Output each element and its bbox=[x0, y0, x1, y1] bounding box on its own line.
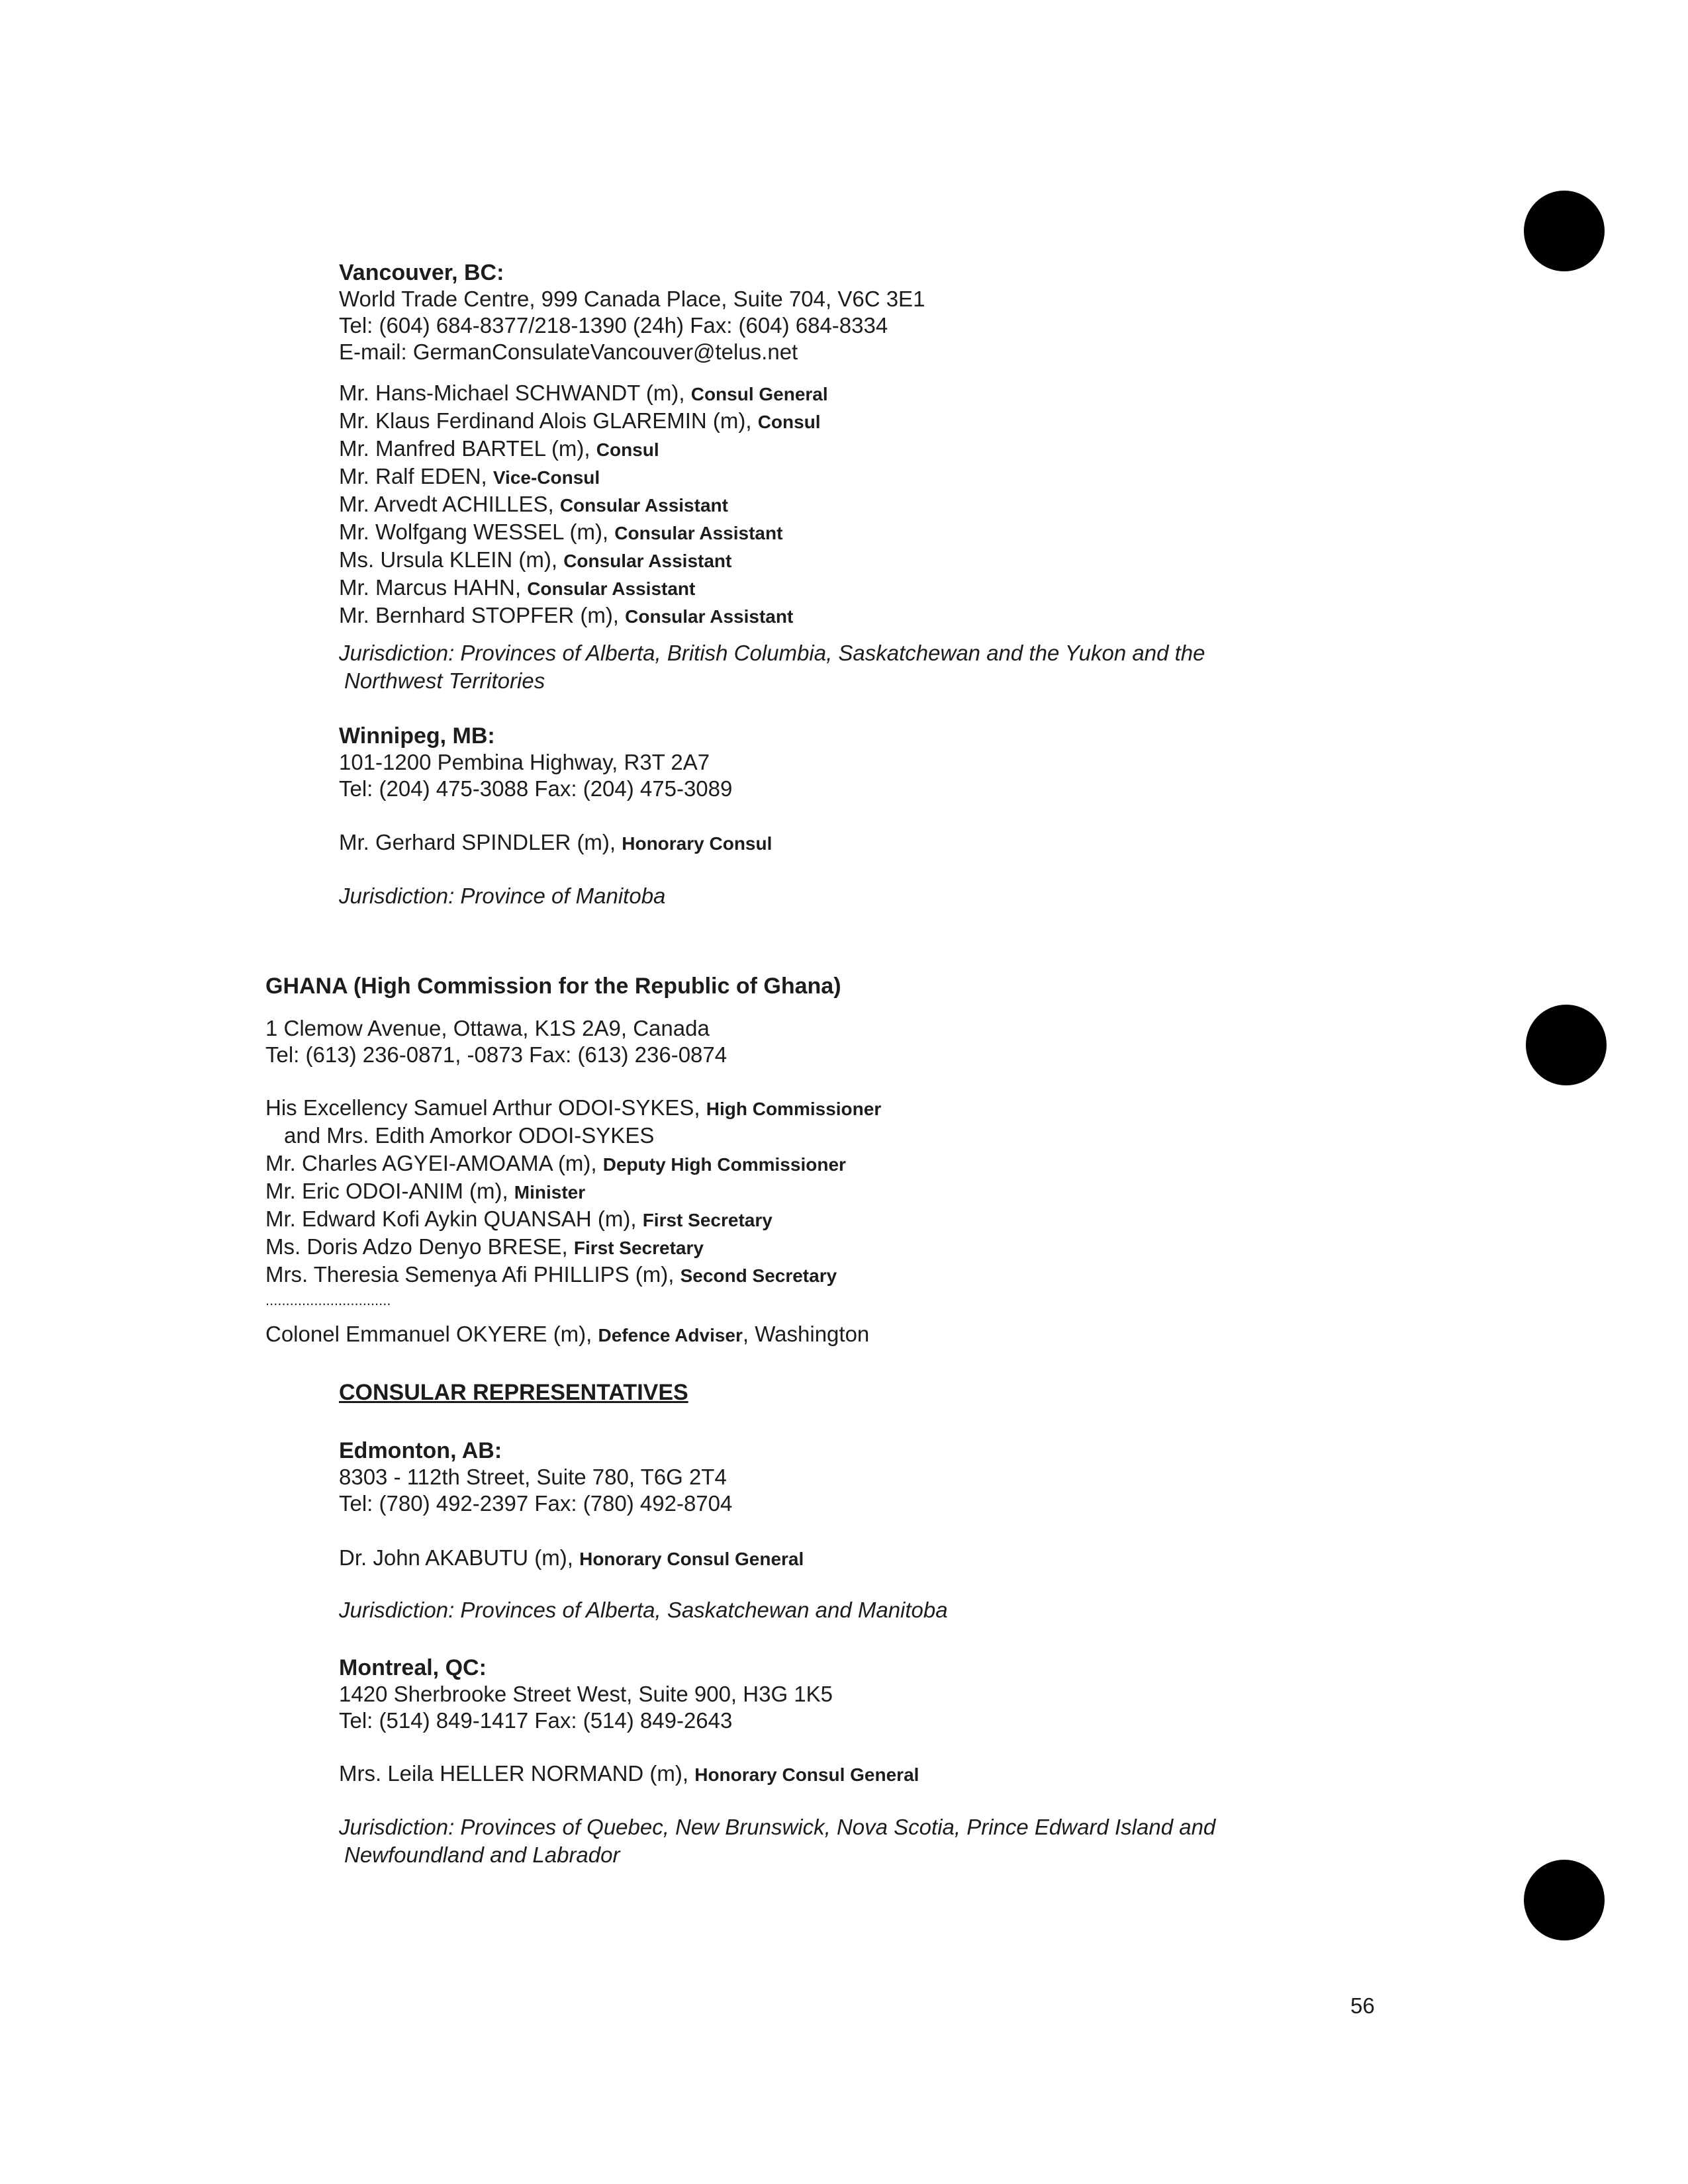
staff-entry bbox=[339, 380, 828, 408]
vancouver-address: World Trade Centre, 999 Canada Place, Suite 704, V6C 3E1 bbox=[339, 287, 925, 311]
staff-role: Deputy High Commissioner bbox=[602, 1154, 846, 1175]
vancouver-staff-list bbox=[339, 380, 828, 630]
staff-role: Honorary Consul General bbox=[694, 1764, 919, 1785]
winnipeg-jurisdiction bbox=[339, 882, 665, 910]
edmonton-heading: Edmonton, AB: bbox=[339, 1438, 502, 1463]
staff-name: Dr. John AKABUTU (m), bbox=[339, 1545, 580, 1570]
staff-name: Mr. Edward Kofi Aykin QUANSAH (m), bbox=[265, 1206, 643, 1231]
jurisdiction-line: Jurisdiction: Provinces of Quebec, New Brunswick, Nova Scotia, Prince Edward Island and bbox=[339, 1815, 1216, 1839]
staff-role: Honorary Consul General bbox=[579, 1549, 804, 1569]
staff-name: Mr. Gerhard SPINDLER (m), bbox=[339, 830, 622, 854]
staff-entry bbox=[339, 829, 772, 857]
jurisdiction-line: Jurisdiction: Provinces of Alberta, British Columbia, Saskatchewan and the Yukon and the bbox=[339, 641, 1205, 665]
staff-entry bbox=[265, 1122, 881, 1150]
edmonton-tel: Tel: (780) 492-2397 Fax: (780) 492-8704 bbox=[339, 1491, 733, 1516]
staff-role: Consular Assistant bbox=[625, 606, 794, 627]
consular-heading-block bbox=[339, 1379, 688, 1406]
staff-entry bbox=[265, 1150, 881, 1178]
staff-entry bbox=[339, 1545, 804, 1572]
winnipeg-section bbox=[339, 723, 732, 802]
staff-role: Consul bbox=[596, 439, 659, 460]
dotted-separator: ............................... bbox=[265, 1292, 391, 1308]
edmonton-staff bbox=[339, 1545, 804, 1572]
staff-role: Honorary Consul bbox=[622, 833, 773, 854]
staff-name: Mr. Manfred BARTEL (m), bbox=[339, 436, 596, 461]
staff-name: Mr. Eric ODOI-ANIM (m), bbox=[265, 1179, 514, 1203]
staff-role: Consular Assistant bbox=[527, 578, 696, 599]
staff-name: Mr. Wolfgang WESSEL (m), bbox=[339, 520, 615, 544]
montreal-address: 1420 Sherbrooke Street West, Suite 900, H3G 1K5 bbox=[339, 1682, 833, 1706]
staff-role: Consular Assistant bbox=[563, 551, 732, 571]
montreal-tel: Tel: (514) 849-1417 Fax: (514) 849-2643 bbox=[339, 1708, 733, 1733]
winnipeg-address: 101-1200 Pembina Highway, R3T 2A7 bbox=[339, 750, 710, 774]
montreal-jurisdiction bbox=[339, 1813, 1215, 1869]
montreal-heading: Montreal, QC: bbox=[339, 1655, 487, 1680]
staff-entry bbox=[339, 519, 828, 547]
vancouver-heading: Vancouver, BC: bbox=[339, 260, 504, 285]
vancouver-email: E-mail: GermanConsulateVancouver@telus.net bbox=[339, 340, 798, 364]
staff-name: Mr. Hans-Michael SCHWANDT (m), bbox=[339, 381, 691, 405]
staff-role: First Secretary bbox=[642, 1210, 773, 1230]
staff-entry bbox=[265, 1178, 881, 1206]
staff-role: Consul bbox=[757, 412, 821, 432]
staff-name: Ms. Doris Adzo Denyo BRESE, bbox=[265, 1234, 574, 1259]
staff-name: His Excellency Samuel Arthur ODOI-SYKES, bbox=[265, 1095, 706, 1120]
consular-representatives-heading: CONSULAR REPRESENTATIVES bbox=[339, 1380, 688, 1405]
staff-role: Consular Assistant bbox=[559, 495, 728, 516]
staff-entry bbox=[265, 1261, 881, 1289]
edmonton-address: 8303 - 112th Street, Suite 780, T6G 2T4 bbox=[339, 1465, 727, 1489]
staff-role: First Secretary bbox=[573, 1238, 704, 1258]
punch-hole-middle bbox=[1526, 1005, 1607, 1085]
winnipeg-tel: Tel: (204) 475-3088 Fax: (204) 475-3089 bbox=[339, 776, 733, 801]
staff-entry bbox=[339, 1760, 919, 1788]
staff-entry bbox=[339, 463, 828, 491]
jurisdiction-line: Jurisdiction: Province of Manitoba bbox=[339, 884, 666, 908]
staff-role: Defence Adviser bbox=[598, 1325, 743, 1345]
ghana-defence bbox=[265, 1321, 869, 1349]
punch-hole-top bbox=[1524, 191, 1605, 271]
vancouver-jurisdiction bbox=[339, 639, 1205, 695]
staff-name: Mrs. Leila HELLER NORMAND (m), bbox=[339, 1761, 695, 1786]
staff-entry bbox=[265, 1321, 869, 1349]
jurisdiction-line: Newfoundland and Labrador bbox=[344, 1843, 620, 1867]
ghana-tel: Tel: (613) 236-0871, -0873 Fax: (613) 236-0874 bbox=[265, 1042, 727, 1067]
staff-entry bbox=[339, 408, 828, 435]
edmonton-jurisdiction bbox=[339, 1596, 948, 1624]
montreal-section bbox=[339, 1655, 833, 1734]
staff-name: Mrs. Theresia Semenya Afi PHILLIPS (m), bbox=[265, 1262, 680, 1287]
staff-role: Minister bbox=[514, 1182, 586, 1203]
jurisdiction-line: Jurisdiction: Provinces of Alberta, Saskatchewan and Manitoba bbox=[339, 1598, 948, 1622]
staff-role: Consular Assistant bbox=[614, 523, 783, 543]
staff-entry bbox=[339, 491, 828, 519]
jurisdiction-line: Northwest Territories bbox=[344, 668, 545, 693]
staff-name: and Mrs. Edith Amorkor ODOI-SYKES bbox=[284, 1123, 655, 1148]
ghana-contact bbox=[265, 1015, 727, 1068]
staff-entry bbox=[265, 1234, 881, 1261]
montreal-staff bbox=[339, 1760, 919, 1788]
staff-name: Ms. Ursula KLEIN (m), bbox=[339, 547, 564, 572]
punch-hole-bottom bbox=[1524, 1860, 1605, 1940]
ghana-heading: GHANA (High Commission for the Republic of Ghana) bbox=[265, 974, 841, 999]
staff-role: Vice-Consul bbox=[492, 467, 600, 488]
winnipeg-heading: Winnipeg, MB: bbox=[339, 723, 495, 749]
ghana-address: 1 Clemow Avenue, Ottawa, K1S 2A9, Canada bbox=[265, 1016, 710, 1040]
staff-entry bbox=[339, 574, 828, 602]
staff-name: Mr. Marcus HAHN, bbox=[339, 575, 528, 600]
staff-entry bbox=[339, 547, 828, 574]
ghana-section bbox=[265, 973, 841, 999]
staff-role: High Commissioner bbox=[706, 1099, 882, 1119]
staff-entry bbox=[265, 1206, 881, 1234]
ghana-staff-list bbox=[265, 1095, 881, 1312]
staff-name: Mr. Bernhard STOPFER (m), bbox=[339, 603, 626, 627]
edmonton-section bbox=[339, 1437, 732, 1517]
staff-entry bbox=[265, 1095, 881, 1122]
vancouver-tel: Tel: (604) 684-8377/218-1390 (24h) Fax: (604) 684-8334 bbox=[339, 313, 888, 338]
staff-name: Mr. Klaus Ferdinand Alois GLAREMIN (m), bbox=[339, 408, 758, 433]
staff-role: Consul General bbox=[690, 384, 828, 404]
vancouver-section bbox=[339, 259, 925, 365]
staff-name: Mr. Arvedt ACHILLES, bbox=[339, 492, 560, 516]
staff-entry bbox=[339, 435, 828, 463]
winnipeg-staff bbox=[339, 829, 772, 857]
staff-name: Colonel Emmanuel OKYERE (m), bbox=[265, 1322, 598, 1346]
staff-name: Mr. Charles AGYEI-AMOAMA (m), bbox=[265, 1151, 603, 1175]
staff-name: Mr. Ralf EDEN, bbox=[339, 464, 493, 488]
staff-role: Second Secretary bbox=[680, 1265, 837, 1286]
staff-location: , Washington bbox=[742, 1322, 870, 1346]
page-number: 56 bbox=[1350, 1993, 1375, 2018]
staff-entry bbox=[339, 602, 828, 630]
